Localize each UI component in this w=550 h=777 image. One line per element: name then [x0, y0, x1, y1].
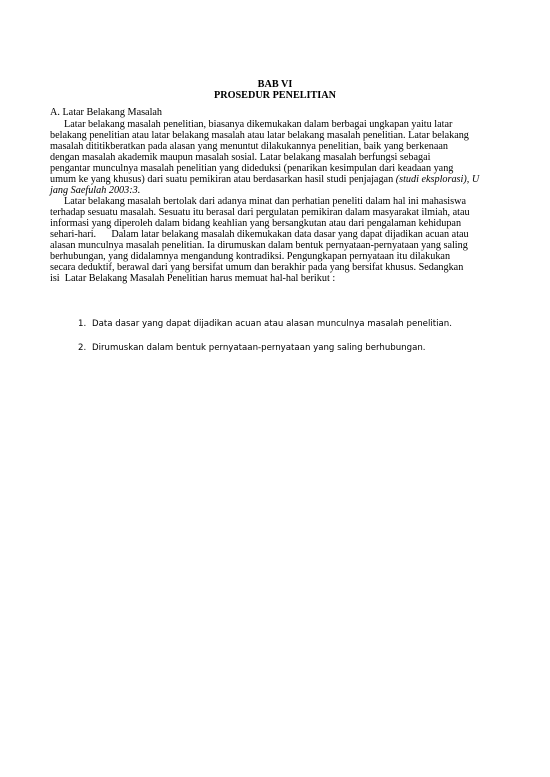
list-item: [78, 342, 426, 354]
chapter-heading: BAB VI: [257, 79, 293, 90]
chapter-title: PROSEDUR PENELITIAN: [214, 90, 336, 101]
paragraph-line: isi Latar Belakang Masalah Penelitian harus memuat hal-hal berikut :: [50, 273, 336, 284]
paragraph-line: Latar belakang masalah penelitian, biasanya dikemukakan dalam berbagai ungkapan yaitu latar: [64, 119, 453, 130]
paragraph-line: masalah dititikberatkan pada alasan yang menuntut dilakukannya penelitian, baik yang berkenaan: [50, 141, 449, 152]
paragraph-line: pengantar munculnya masalah penelitian yang dideduksi (penarikan kesimpulan dari keadaan yang: [50, 163, 454, 174]
paragraph-line: berhubungan, yang didalamnya mengandung kontradiksi. Pengungkapan pernyataan itu dilakukan: [50, 251, 451, 262]
list-number: 2.: [78, 343, 87, 353]
paragraph-line: informasi yang diperoleh dalam bidang keahlian yang bersangkutan atau dari pengalaman kehidupan: [50, 218, 462, 229]
list-text: Data dasar yang dapat dijadikan acuan atau alasan munculnya masalah penelitian.: [92, 319, 452, 329]
paragraph-line: dengan masalah akademik maupun masalah sosial. Latar belakang masalah berfungsi sebagai: [50, 152, 431, 163]
citation-italic: jang Saefulah 2003:3.: [50, 185, 141, 196]
citation-italic: (studi eksplorasi), U: [395, 174, 480, 185]
list-number: 1.: [78, 319, 87, 329]
paragraph-line: belakang penelitian atau latar belakang masalah atau latar belakang masalah penelitian. Latar belakang: [50, 130, 469, 141]
list-item: [78, 318, 452, 330]
paragraph-line: sehari-hari. Dalam latar belakang masalah dikemukakan data dasar yang dapat dijadikan acuan atau: [50, 229, 469, 240]
list-text: Dirumuskan dalam bentuk pernyataan-pernyataan yang saling berhubungan.: [92, 343, 426, 353]
paragraph-line: secara deduktif, berawal dari yang bersifat umum dan berakhir pada yang bersifat khusus. Sedangkan: [50, 262, 464, 273]
paragraph-line: alasan munculnya masalah penelitian. Ia dirumuskan dalam bentuk pernyataan-pernyataan yang saling: [50, 240, 468, 251]
paragraph-text: umum ke yang khusus) dari suatu pemikiran atau berdasarkan hasil studi penjajagan: [50, 174, 394, 185]
paragraph-line: Latar belakang masalah bertolak dari adanya minat dan perhatian peneliti dalam hal ini mahasiswa: [64, 196, 466, 207]
section-title: A. Latar Belakang Masalah: [50, 107, 163, 118]
paragraph-line: terhadap sesuatu masalah. Sesuatu itu berasal dari pergulatan pemikiran dalam masyarakat ilmiah, atau: [50, 207, 470, 218]
